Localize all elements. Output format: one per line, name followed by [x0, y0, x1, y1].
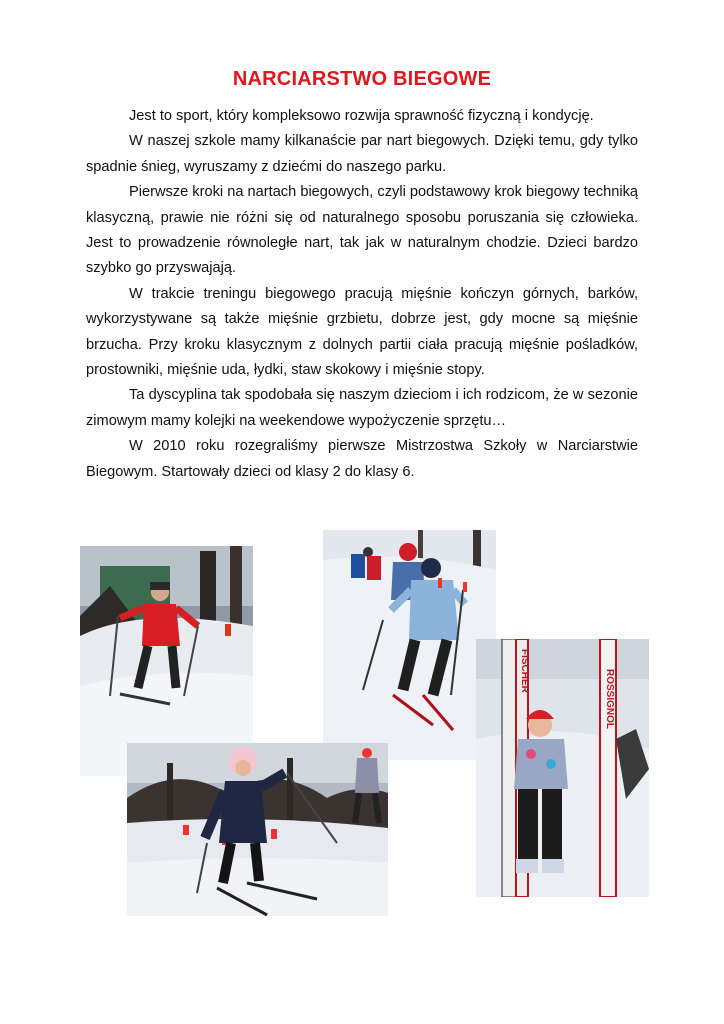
paragraph-3: Pierwsze kroki na nartach biegowych, czyli podstawowy krok biegowy techniką klasyczną, prawie nie różni się od naturalnego sposobu poruszania się człowieka. Jest to prowadzenie równoległe nart, tak jak w naturalnym chodzie. Dzieci bardzo szybko go przyswajają.	[86, 184, 638, 277]
article-body	[86, 104, 638, 485]
paragraph-2: W naszej szkole mamy kilkanaście par nart biegowych. Dzięki temu, gdy tylko spadnie śnieg, wyruszamy z dziećmi do naszego parku.	[86, 133, 638, 175]
paragraph-6: W 2010 roku rozegraliśmy pierwsze Mistrzostwa Szkoły w Narciarstwie Biegowym. Startowały dzieci od klasy 2 do klasy 6.	[86, 438, 638, 480]
page-title: NARCIARSTWO BIEGOWE	[232, 68, 492, 90]
photo-girl-red-jacket-skiing	[80, 546, 253, 776]
photo-group-skiing-line	[323, 530, 496, 760]
paragraph-4: W trakcie treningu biegowego pracują mięśnie kończyn górnych, barków, wykorzystywane są także mięśnie grzbietu, dobrze jest, gdy mocne są mięśnie brzucha. Przy kroku klasycznym z dolnych partii ciała pracują mięśnie pośladków, prostowniki, mięśnie uda, łydki, staw skokowy i mięśnie stopy.	[86, 285, 638, 379]
ski-brand-rossignol: ROSSIGNOL	[604, 669, 615, 730]
paragraph-1: Jest to sport, który kompleksowo rozwija sprawność fizyczną i kondycję.	[129, 108, 594, 124]
ski-brand-fischer: FISCHER	[519, 649, 530, 693]
paragraph-5: Ta dyscyplina tak spodobała się naszym dzieciom i ich rodzicom, że w sezonie zimowym mamy kolejki na weekendowe wypożyczenie sprzętu…	[86, 387, 638, 429]
photo-girl-pink-hat-skiing	[127, 743, 388, 916]
photo-girl-sitting-with-skis	[476, 639, 649, 897]
